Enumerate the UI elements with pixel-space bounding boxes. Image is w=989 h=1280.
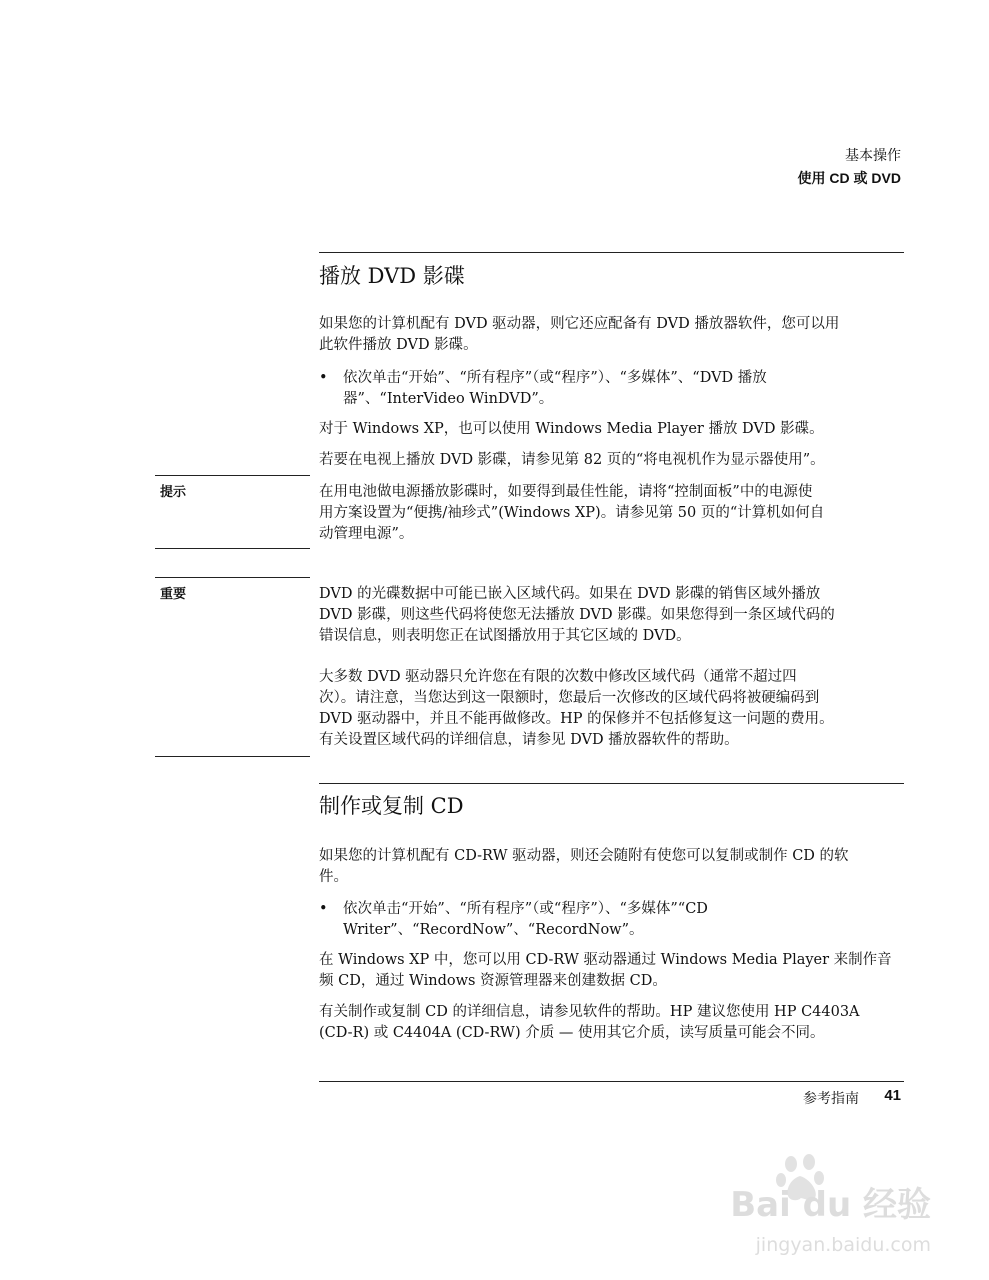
text-line: 如果您的计算机配有 DVD 驱动器，则它还应配备有 DVD 播放器软件，您可以用 — [319, 316, 840, 332]
text-line: 有关制作或复制 CD 的详细信息，请参见软件的帮助。HP 建议您使用 HP C4403A — [319, 1004, 860, 1020]
text-line: 件。 — [319, 869, 348, 885]
text-line: Writer”、“RecordNow”、“RecordNow”。 — [343, 922, 644, 938]
important-rule-top — [155, 577, 310, 578]
text-line: 大多数 DVD 驱动器只允许您在有限的次数中修改区域代码（通常不超过四 — [319, 669, 797, 685]
text-line: 依次单击“开始”、“所有程序”（或“程序”）、“多媒体”、“DVD 播放 — [343, 370, 767, 386]
text-line: 器”、“InterVideo WinDVD”。 — [343, 391, 554, 407]
section-rule-2 — [319, 783, 904, 784]
running-header-subsection: 使用 CD 或 DVD — [797, 170, 901, 186]
footer-rule — [319, 1081, 904, 1082]
tip-rule-top — [155, 475, 310, 476]
section2-paragraph-2 — [319, 950, 903, 992]
text-line: DVD 影碟，则这些代码将使您无法播放 DVD 影碟。如果您得到一条区域代码的 — [319, 607, 835, 623]
text-line: (CD-R) 或 C4404A (CD-RW) 介质 — 使用其它介质，读写质量可能会不同。 — [319, 1025, 825, 1041]
text-line: 用方案设置为“便携/袖珍式”(Windows XP)。请参见第 50 页的“计算机如何自 — [319, 505, 825, 521]
section-rule-1 — [319, 252, 904, 253]
bullet-item — [319, 368, 903, 412]
footer-title: 参考指南 — [803, 1091, 859, 1107]
text-line: 次）。请注意，当您达到这一限额时，您最后一次修改的区域代码将被硬编码到 — [319, 690, 820, 706]
bullet-icon: • — [319, 901, 328, 917]
section1-paragraph-2: 对于 Windows XP，也可以使用 Windows Media Player 播放 DVD 影碟。 — [319, 421, 824, 437]
important-rule-bottom — [155, 756, 310, 757]
text-line: 在用电池做电源播放影碟时，如要得到最佳性能，请将“控制面板”中的电源使 — [319, 484, 813, 500]
section2-intro — [319, 846, 903, 888]
text-line: 此软件播放 DVD 影碟。 — [319, 337, 478, 353]
bullet-icon: • — [319, 370, 328, 386]
text-line: 动管理电源”。 — [319, 526, 414, 542]
text-line: DVD 的光碟数据中可能已嵌入区域代码。如果在 DVD 影碟的销售区域外播放 — [319, 586, 821, 602]
section2-paragraph-3 — [319, 1002, 903, 1044]
tip-rule-bottom — [155, 548, 310, 549]
text-line: DVD 驱动器中，并且不能再做修改。HP 的保修并不包括修复这一问题的费用。 — [319, 711, 834, 727]
baidu-watermark — [691, 1150, 931, 1260]
text-line: 频 CD，通过 Windows 资源管理器来创建数据 CD。 — [319, 973, 667, 989]
text-line: 依次单击“开始”、“所有程序”（或“程序”）、“多媒体”“CD — [343, 901, 708, 917]
text-line: 在 Windows XP 中，您可以用 CD-RW 驱动器通过 Windows Media Player 来制作音 — [319, 952, 892, 968]
tip-label: 提示 — [160, 484, 187, 499]
text-line: 如果您的计算机配有 CD-RW 驱动器，则还会随附有使您可以复制或制作 CD 的软 — [319, 848, 849, 864]
section1-paragraph-3: 若要在电视上播放 DVD 影碟，请参见第 82 页的“将电视机作为显示器使用”。 — [319, 452, 825, 468]
watermark-url: jingyan.baidu.com — [755, 1234, 931, 1256]
tip-text — [319, 482, 903, 545]
important-paragraph-1 — [319, 584, 903, 647]
text-line: 错误信息，则表明您正在试图播放用于其它区域的 DVD。 — [319, 628, 691, 644]
watermark-brand: Bai du 经验 — [730, 1185, 931, 1225]
bullet-item — [319, 899, 903, 943]
section1-intro — [319, 314, 903, 356]
text-line: 有关设置区域代码的详细信息，请参见 DVD 播放器软件的帮助。 — [319, 732, 739, 748]
important-paragraph-2 — [319, 667, 903, 751]
page-number: 41 — [884, 1087, 901, 1104]
section-title-make-cd: 制作或复制 CD — [319, 794, 464, 818]
running-header-section: 基本操作 — [845, 148, 901, 164]
section-title-play-dvd: 播放 DVD 影碟 — [319, 264, 465, 288]
important-label: 重要 — [160, 586, 187, 601]
